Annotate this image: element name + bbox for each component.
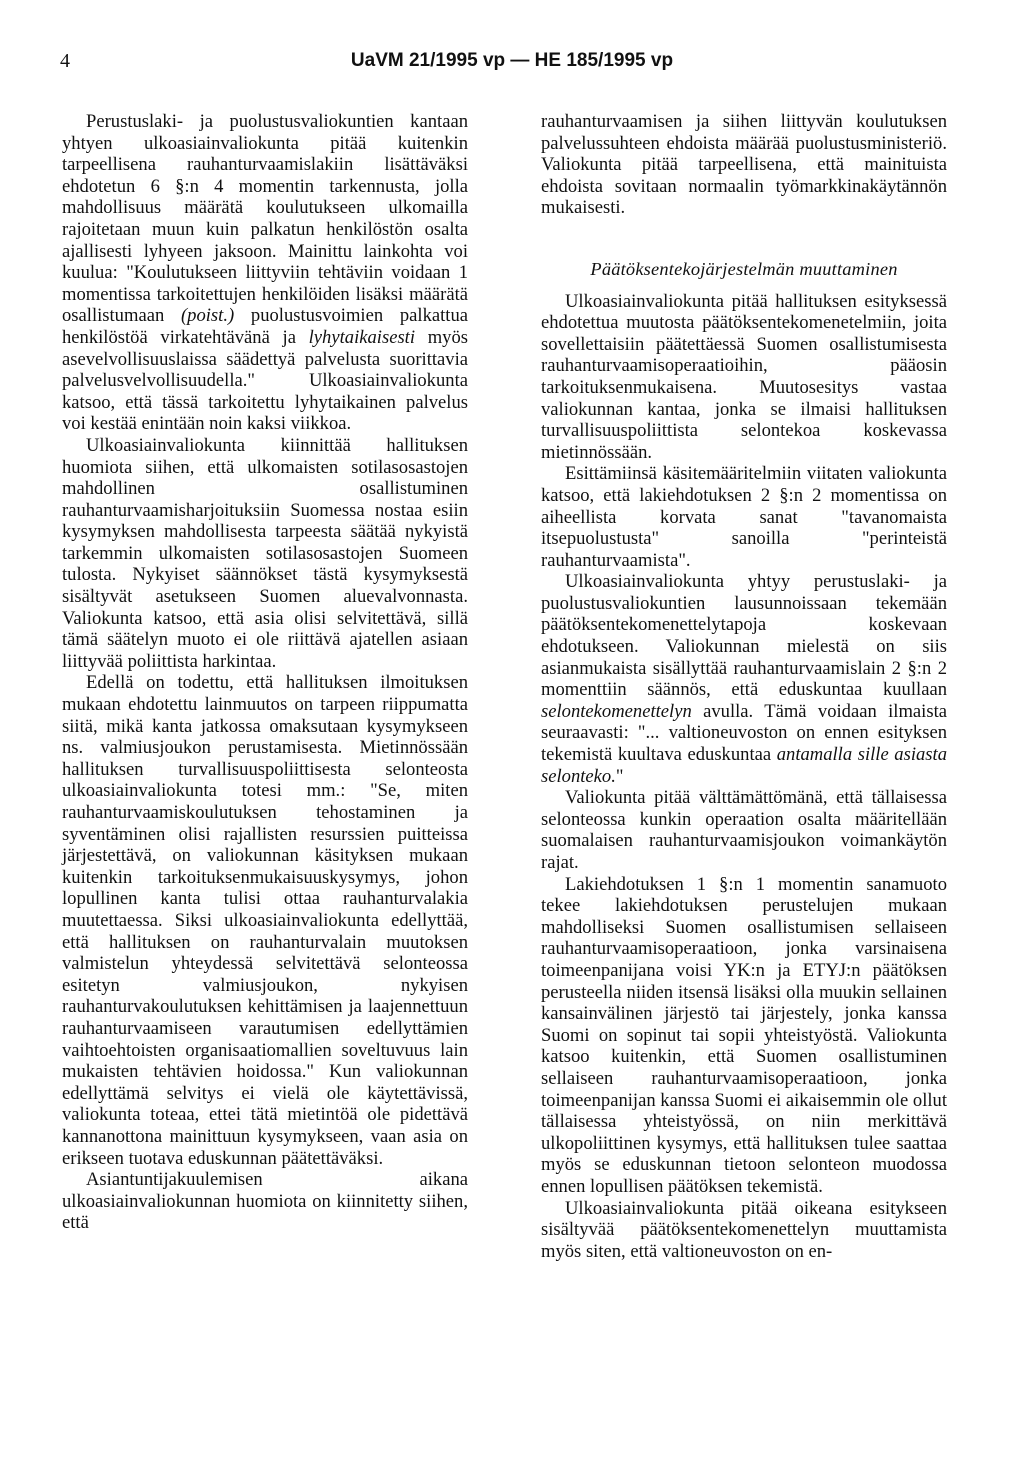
left-column <box>62 111 468 1234</box>
paragraph: Perustuslaki- ja puolustusvaliokuntien kantaan yhtyen ulkoasiainvaliokunta pitää kuitenkin tarpeellisena rauhanturvaamislakiin lisättäväksi ehdotetun 6 §:n 4 momentin tarkennusta, jolla mahdollisuus määrätä koulutukseen ulkomailla rajoitetaan muun kuin palkatun henkilöstön osalta ajallisesti lyhyeen jaksoon. Mainittu lainkohta voi kuulua: "Koulutukseen liittyviin tehtäviin voidaan 1 momentissa tarkoitettujen henkilöiden lisäksi määrätä osallistumaan (poist.) puolustusvoimien palkattua henkilöstöä virkatehtävänä ja lyhytaikaisesti myös asevelvollisuuslaissa säädettyä palvelusta suorittavia palvelusvelvollisuudella." Ulkoasiainvaliokunta katsoo, että tässä tarkoitettu lyhytaikainen palvelus voi kestää enintään noin kaksi viikkoa. <box>62 111 469 435</box>
paragraph: rauhanturvaamisen ja siihen liittyvän koulutuksen palvelussuhteen ehdoista määrää puolustusministeriö. Valiokunta pitää tarpeellisena, että mainituista ehdoista sovitaan normaalin työmarkkinakäytännön mukaisesti. <box>541 111 947 219</box>
paragraph: Valiokunta pitää välttämättömänä, että tällaisessa selonteossa kunkin operaation osalta määritellään suomalaisen rauhanturvaamisjoukon voimankäytön rajat. <box>541 787 947 873</box>
paragraph: Edellä on todettu, että hallituksen ilmoituksen mukaan ehdotettu lainmuutos on tarpeen riippumatta siitä, mikä kanta jatkossa omaksutaan kysymykseen ns. valmiusjoukon perustamisesta. Mietinnössään hallituksen turvallisuuspoliittisesta selonteosta ulkoasiainvaliokunta totesi mm.: "Se, miten rauhanturvaamiskoulutuksen tehostaminen ja syventäminen olisi rajallisten resurssien puitteissa järjestettävä, on valiokunnan käsityksen mukaan kuitenkin tarkoituksenmukaisuuskysymys, johon lopullinen kanta tulisi ottaa rauhanturvalakia muutettaessa. Siksi ulkoasiainvaliokunta edellyttää, että hallituksen on rauhanturvalain muutoksen valmistelun yhteydessä selvitettävä selonteossa esitetyn valmiusjoukon, nykyisen rauhanturvakoulutuksen kehittämisen ja laajennettuun rauhanturvaamiseen varautumisen edellyttämien vaihtoehtoisten organisaatiomallien soveltuvuus lain mukaisten tehtävien hoidossa." Kun valiokunnan edellyttämä selvitys ei vielä ole käytettävissä, valiokunta toteaa, ettei tätä mietintöä ole pidettävä kannanottona mainittuun kysymykseen, vaan asia on erikseen tuotava eduskunnan päätettäväksi. <box>62 672 468 1169</box>
paragraph: Lakiehdotuksen 1 §:n 1 momentin sanamuoto tekee lakiehdotuksen perustelujen mukaan mahdolliseksi Suomen osallistumisen sellaiseen rauhanturvaamisoperaatioon, jonka varsinaisena toimeenpanijana voisi YK:n ja ETYJ:n päätöksen perusteella niiden itsensä lisäksi olla muukin sellainen kansainvälinen järjestö tai järjestely, jonka kanssa Suomi on sopinut tai sopii yhteistyöstä. Valiokunta katsoo kuitenkin, että Suomen osallistuminen sellaiseen rauhanturvaamisoperaatioon, jonka toimeenpanijan kanssa Suomi ei aikaisemmin ole ollut tällaisessa yhteistyössä, on niin merkittävä ulkopoliittinen kysymys, että hallituksen tulee saattaa myös se eduskunnan tietoon selonteon muodossa ennen lopullisen päätöksen tekemistä. <box>541 873 947 1197</box>
paragraph: Ulkoasiainvaliokunta kiinnittää hallituksen huomiota siihen, että ulkomaisten sotilasosastojen mahdollinen osallistuminen rauhanturvaamisharjoituksiin Suomessa nostaa esiin kysymyksen mahdollisesta tarpeesta säätää nykyistä tarkemmin ulkomaisten sotilasosastojen Suomeen tulosta. Nykyiset säännökset tästä kysymyksestä sisältyvät asetukseen Suomen aluevalvonnasta. Valiokunta katsoo, että asia olisi selvitettävä, sillä tämä säätelyn muoto ei ole riittävä ajatellen asiaan liittyvää poliittista harkintaa. <box>62 434 468 672</box>
paragraph: Ulkoasiainvaliokunta pitää hallituksen esityksessä ehdotettua muutosta päätöksentekomenetelmiin, joita sovellettaisiin päätettäessä Suomen osallistumisesta rauhanturvaamisoperaatioihin, pääosin tarkoituksenmukaisena. Muutosesitys vastaa valiokunnan kantaa, jonka se ilmaisi hallituksen turvallisuuspoliittista selontekoa koskevassa mietinnössään. <box>541 290 947 463</box>
paragraph: Ulkoasiainvaliokunta yhtyy perustuslaki- ja puolustusvaliokuntien lausunnoissaan tekemään päätöksentekomenettelytapoja koskevaan ehdotukseen. Valiokunnan mielestä on siis asianmukaista sisällyttää rauhanturvaamislain 2 §:n 2 momenttiin säännös, että eduskuntaa kuullaan selontekomenettelyn avulla. Tämä voidaan ilmaista seuraavasti: "... valtioneuvoston on ennen esityksen tekemistä kuultava eduskuntaa antamalla sille asiasta selonteko." <box>541 571 948 787</box>
section-heading: Päätöksentekojärjestelmän muuttaminen <box>590 258 898 279</box>
paragraph: Asiantuntijakuulemisen aikana ulkoasiainvaliokunnan huomiota on kiinnitetty siihen, että <box>62 1169 468 1234</box>
page-number: 4 <box>60 50 70 72</box>
running-head: UaVM 21/1995 vp — HE 185/1995 vp <box>350 50 674 71</box>
page-header <box>60 50 964 80</box>
paragraph: Ulkoasiainvaliokunta pitää oikeana esitykseen sisältyvää päätöksentekomenettelyn muuttamista myös siten, että valtioneuvoston on en- <box>541 1197 947 1262</box>
paragraph: Esittämiinsä käsitemääritelmiin viitaten valiokunta katsoo, että lakiehdotuksen 2 §:n 2 momentissa on aiheellista korvata sanat "tavanomaista itsepuolustusta" sanoilla "perinteistä rauhanturvaamista". <box>541 463 947 571</box>
right-column <box>541 111 947 1262</box>
